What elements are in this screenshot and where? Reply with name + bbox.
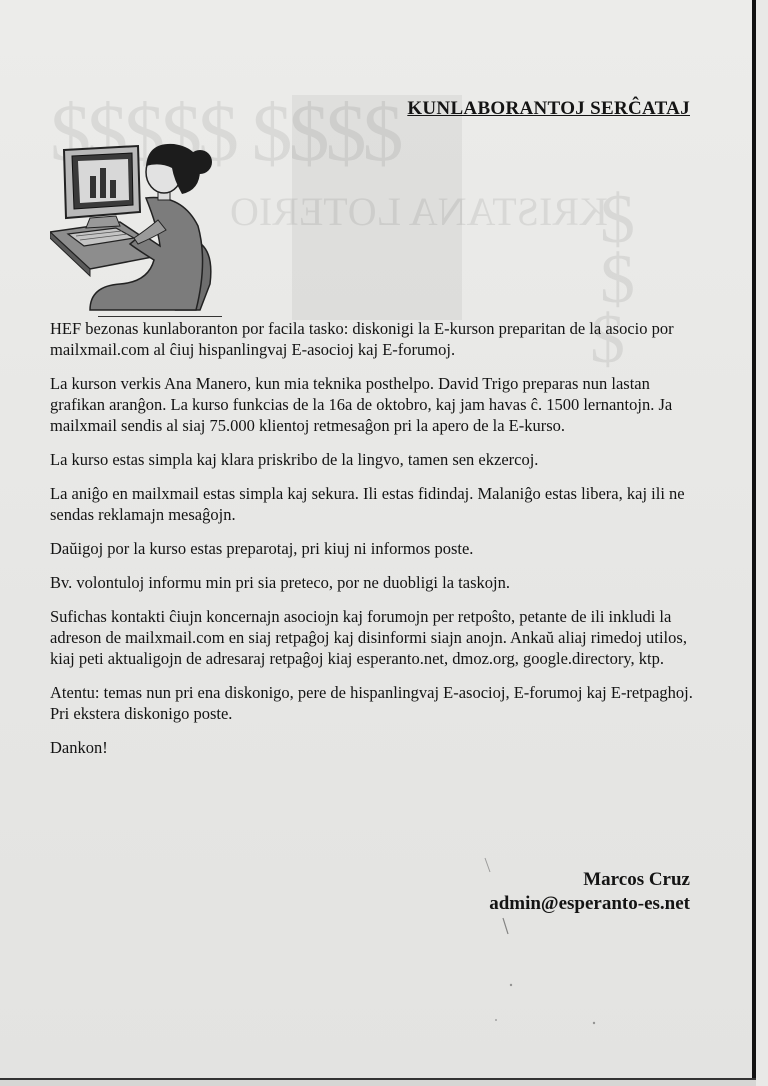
paragraph: La aniĝo en mailxmail estas simpla kaj sekura. Ili estas fidindaj. Malaniĝo estas libera, kaj ili ne sendas reklamajn mesaĝojn. [50,484,685,524]
woman-at-computer-icon [50,134,225,314]
paragraph: Atentu: temas nun pri ena diskonigo, pere de hispanlingvaj E-asocioj, E-forumoj kaj E-retpaghoj. Pri ekstera diskonigo poste. [50,683,693,723]
bleed-through-dollar: $ [600,241,635,318]
paragraph: Sufichas kontakti ĉiujn koncernajn asociojn kaj forumojn per retpoŝto, petante de ili inkludi la adreson de mailxmail.com en siaj retpaĝoj kaj disinformi siajn anojn. Ankaŭ aliaj rimedoj utilos, kiaj peti aktualigojn de adresaraj retpaĝoj kiaj esperanto.net, dmoz.org, google.directory, ktp. [50,607,687,668]
scan-edge-bottom [0,1078,756,1086]
paragraph: La kurso estas simpla kaj klara priskribo de la lingvo, tamen sen ekzercoj. [50,450,539,469]
article-body [50,318,700,771]
bleed-through-title: KRISTANA LOTERIO [230,189,608,234]
bleed-through-dollars: $$$$$ $$$$ [50,87,400,178]
clipart-underline [98,316,222,317]
signature-block [489,868,690,916]
bleed-through-block [292,95,462,320]
page-title: KUNLABORANTOJ SERĈATAJ [407,98,690,119]
closing-thanks: Dankon! [50,738,108,757]
paragraph: Daŭigoj por la kurso estas preparotaj, pri kiuj ni informos poste. [50,539,474,558]
author-email: admin@esperanto-es.net [489,893,690,914]
scan-edge-right [752,0,756,1084]
paragraph: Bv. volontuloj informu min pri sia preteco, por ne duobligi la taskojn. [50,573,510,592]
paragraph: La kurson verkis Ana Manero, kun mia teknika posthelpo. David Trigo preparas nun lastan grafikan aranĝon. La kurso funkcias de la 16a de oktobro, kaj jam havas ĉ. 1500 lernantojn. Ja mailxmail sendis al siaj 75.000 klientoj retmesaĝon pri la apero de la E-kurso. [50,374,673,435]
paragraph: HEF bezonas kunlaboranton por facila tasko: diskonigi la E-kurson preparitan de la asocio por mailxmail.com al ĉiuj hispanlingvaj E-asocioj kaj E-forumoj. [50,319,674,359]
bleed-through-dollar: $ [600,181,635,258]
author-name: Marcos Cruz [583,869,690,890]
bleed-through-dollar: $ [590,301,625,378]
